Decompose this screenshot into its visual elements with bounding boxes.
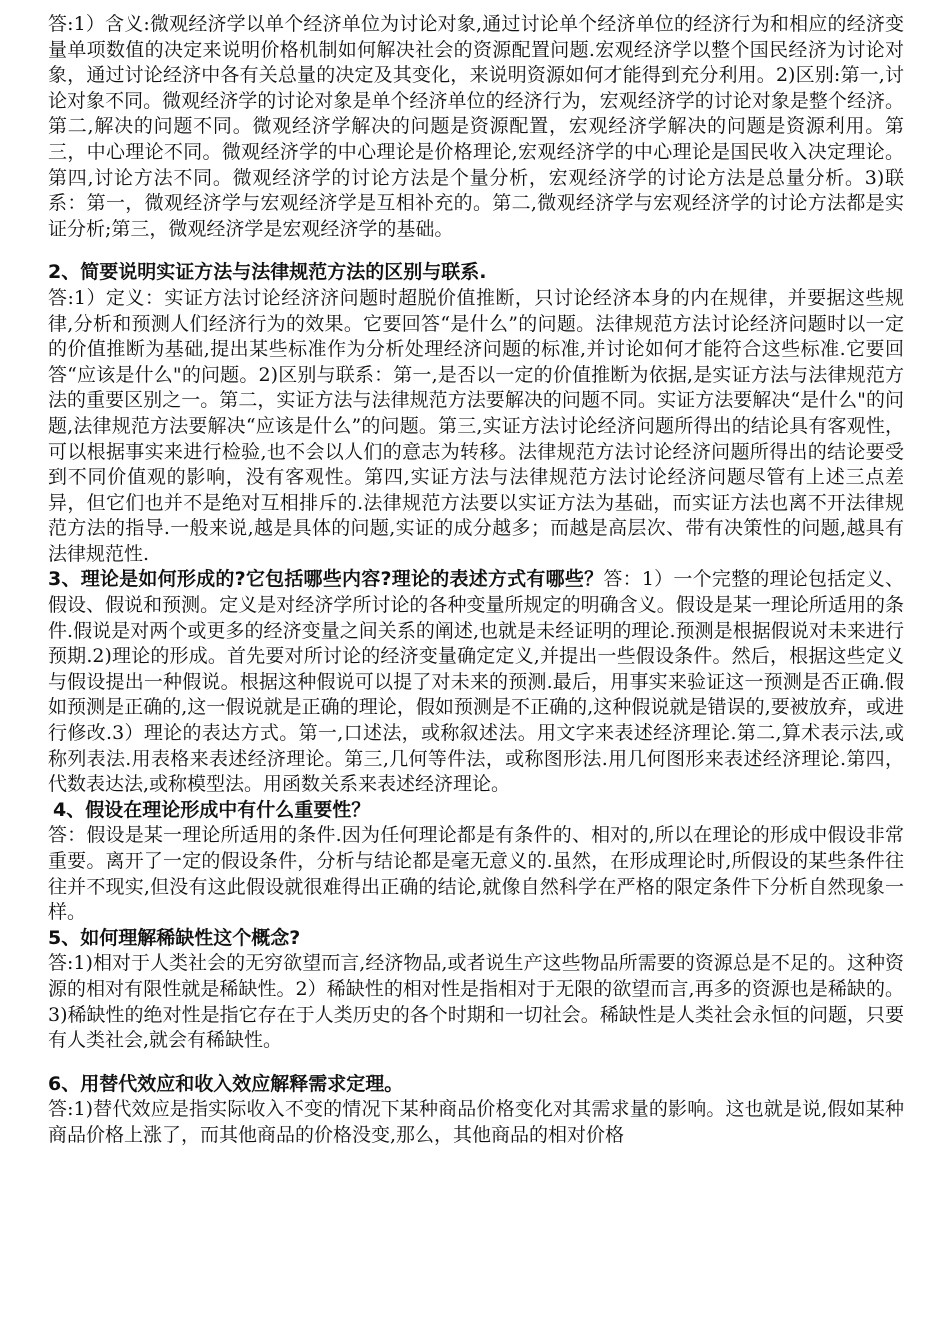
question-6-title: 6、用替代效应和收入效应解释需求定理。 bbox=[48, 1072, 404, 1095]
question-6 bbox=[48, 1072, 904, 1149]
question-5-title: 5、如何理解稀缺性这个概念? bbox=[48, 926, 301, 949]
answer-5: 答:1)相对于人类社会的无穷欲望而言,经济物品,或者说生产这些物品所需要的资源总是不足的。这种资源的相对有限性就是稀缺性。2）稀缺性的相对性是指相对于无限的欲望而言,再多的资源也是稀缺的。3)稀缺性的绝对性是指它存在于人类历史的各个时期和一切社会。稀缺性是人类社会永恒的问题，只要有人类社会,就会有稀缺性。 bbox=[48, 952, 904, 1052]
question-4-title: 4、假设在理论形成中有什么重要性？ bbox=[53, 798, 371, 821]
question-2-title: 2、简要说明实证方法与法律规范方法的区别与联系. bbox=[48, 261, 487, 284]
document-page bbox=[48, 12, 904, 1332]
answer-2: 答:1）定义：实证方法讨论经济济问题时超脱价值推断，只讨论经济本身的内在规律，并要据这些规律,分析和预测人们经济行为的效果。它要回答“是什么”的问题。法律规范方法讨论经济问题时以一定的价值推断为基础,提出某些标准作为分析处理经济问题的标准,并讨论如何才能符合这些标准.它要回答“应该是什么"的问题。2)区别与联系：第一,是否以一定的价值推断为依据,是实证方法与法律规范方法的重要区别之一。第二，实证方法与法律规范方法要解决的问题不同。实证方法要解决“是什么"的问题,法律规范方法要解决“应该是什么”的问题。第三,实证方法讨论经济问题所得出的结论具有客观性，可以根据事实来进行检验,也不会以人们的意志为转移。法律规范方法讨论经济问题所得出的结论要受到不同价值观的影响，没有客观性。第四,实证方法与法律规范方法讨论经济问题尽管有上述三点差异，但它们也并不是绝对互相排斥的.法律规范方法要以实证方法为基础，而实证方法也离不开法律规范方法的指导.一般来说,越是具体的问题,实证的成分越多；而越是高层次、带有决策性的问题,越具有法律规范性. bbox=[48, 286, 904, 565]
question-3 bbox=[48, 567, 904, 797]
question-3-title: 3、理论是如何形成的?它包括哪些内容?理论的表述方式有哪些？ bbox=[48, 568, 604, 591]
answer-1: 答:1）含义:微观经济学以单个经济单位为讨论对象,通过讨论单个经济单位的经济行为和相应的经济变量单项数值的决定来说明价格机制如何解决社会的资源配置问题.宏观经济学以整个国民经济为讨论对象，通过讨论经济中各有关总量的决定及其变化，来说明资源如何才能得到充分利用。2)区别:第一,讨论对象不同。微观经济学的讨论对象是单个经济单位的经济行为，宏观经济学的讨论对象是整个经济。第二,解决的问题不同。微观经济学解决的问题是资源配置，宏观经济学解决的问题是资源利用。第三，中心理论不同。微观经济学的中心理论是价格理论,宏观经济学的中心理论是国民收入决定理论。第四,讨论方法不同。微观经济学的讨论方法是个量分析，宏观经济学的讨论方法是总量分析。3)联系：第一，微观经济学与宏观经济学是互相补充的。第二,微观经济学与宏观经济学的讨论方法都是实证分析;第三，微观经济学是宏观经济学的基础。 bbox=[48, 13, 904, 240]
question-2 bbox=[48, 260, 904, 567]
paragraph-gap bbox=[48, 242, 904, 260]
question-4 bbox=[48, 798, 904, 926]
answer-6: 答:1)替代效应是指实际收入不变的情况下某种商品价格变化对其需求量的影响。这也就是说,假如某种商品价格上涨了，而其他商品的价格没变,那么，其他商品的相对价格 bbox=[48, 1098, 904, 1146]
question-5 bbox=[48, 926, 904, 1054]
question-3-block bbox=[48, 567, 904, 797]
paragraph-gap bbox=[48, 1054, 904, 1072]
answer-4: 答：假设是某一理论所适用的条件.因为任何理论都是有条件的、相对的,所以在理论的形成中假设非常重要。离开了一定的假设条件，分析与结论都是毫无意义的.虽然，在形成理论时,所假设的某些条件往往并不现实,但没有这此假设就很难得出正确的结论,就像自然科学在严格的限定条件下分析自然现象一样。 bbox=[48, 824, 904, 924]
answer-3: 答：1）一个完整的理论包括定义、假设、假说和预测。定义是对经济学所讨论的各种变量所规定的明确含义。假设是某一理论所适用的条件.假说是对两个或更多的经济变量之间关系的阐述,也就是未经证明的理论.预测是根据假说对未来进行预期.2)理论的形成。首先要对所讨论的经济变量确定定义,并提出一些假设条件。然后，根据这些定义与假设提出一种假说。根据这种假说可以提了对未来的预测.最后，用事实来验证这一预测是否正确.假如预测是正确的,这一假说就是正确的理论，假如预测是不正确的,这种假说就是错误的,要被放弃，或进行修改.3）理论的表达方式。第一,口述法，或称叙述法。用文字来表述经济理论.第二,算术表示法,或称列表法.用表格来表述经济理论。第三,几何等件法，或称图形法.用几何图形来表述经济理论.第四，代数表达法,或称模型法。用函数关系来表述经济理论。 bbox=[48, 568, 904, 796]
